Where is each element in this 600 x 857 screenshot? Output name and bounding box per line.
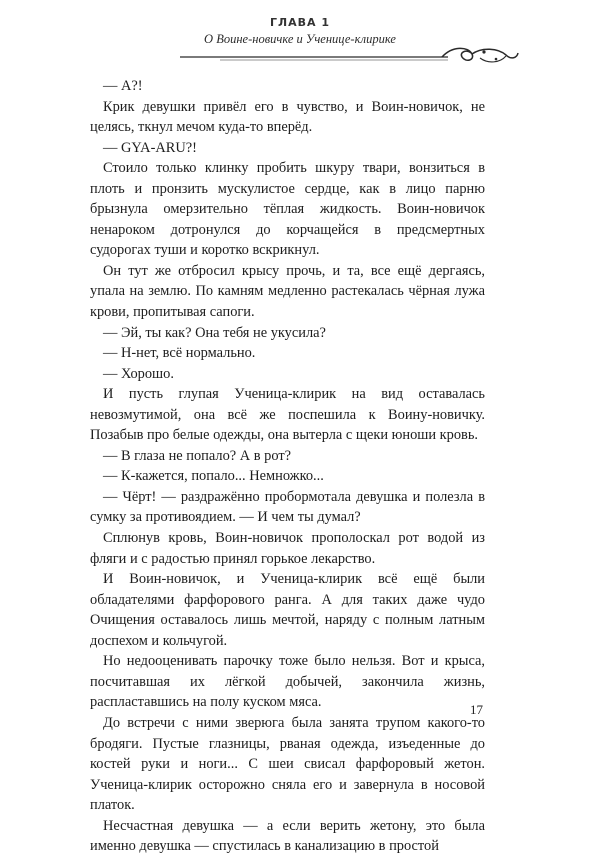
paragraph: — Эй, ты как? Она тебя не укусила? [103,324,326,341]
paragraph: До встречи с ними зверюга была занята трупом какого-то бродяги. Пустые глазницы, рваная одежда, изъеденные до костей руки и ноги... С шеи свисал фарфоровый жетон. Ученица-клирик осторожно сняла его и завернула в носовой платок. [90,714,485,814]
chapter-subtitle: О Воине-новичке и Ученице-клирике [204,32,396,46]
body-text [90,76,485,857]
paragraph: Крик девушки привёл его в чувство, и Воин-новичок, не целясь, ткнул мечом куда-то вперёд. [90,98,485,136]
paragraph: — К-кажется, попало... Немножко... [103,468,324,485]
paragraph: — Чёрт! — раздражённо пробормотала девушка и полезла в сумку за противоядием. — И чем ты думал? [90,488,485,526]
paragraph: Сплюнув кровь, Воин-новичок прополоскал рот водой из фляги и с радостью принял горькое лекарство. [90,530,485,567]
paragraph: — GYA-ARU?! [103,139,197,156]
paragraph: Но недооценивать парочку тоже было нельзя. Вот и крыса, посчитавшая их лёгкой добычей, закончила жизнь, распластавшись на полу куском мяса. [90,653,485,711]
paragraph: — А?! [103,78,143,94]
paragraph: Стоило только клинку пробить шкуру твари, вонзиться в плоть и пронзить мускулистое сердце, как в лицо парню брызнула омерзительно тёплая жидкость. Воин-новичок ненароком дотронулся до корчащейся в предсмертных судорогах туши и коротко вскрикнул. [90,160,485,259]
running-header [0,16,600,47]
paragraph: Он тут же отбросил крысу прочь, и та, все ещё дергаясь, упала на землю. По камням медленно растекалась чёрная лужа крови, пропитывая сапоги. [90,262,485,321]
ornament-flourish-icon [180,44,520,66]
paragraph: — В глаза не попало? А в рот? [103,447,292,464]
paragraph: — Н-нет, всё нормально. [103,345,256,362]
paragraph: И Воин-новичок, и Ученица-клирик всё ещё были обладателями фарфорового ранга. А для таких даже чудо Очищения оставалось лишь мечтой, наряду с полным латным доспехом и кольчугой. [90,571,485,649]
chapter-label: ГЛАВА 1 [269,16,331,29]
page-number: 17 [470,702,483,717]
paragraph: Несчастная девушка — а если верить жетону, это была именно девушка — спустилась в канализацию в простой [90,817,485,855]
paragraph: — Хорошо. [103,365,174,382]
paragraph: И пусть глупая Ученица-клирик на вид оставалась невозмутимой, она всё же поспешила к Воину-новичку. Позабыв про белые одежды, она вытерла с щеки юноши кровь. [90,386,485,444]
